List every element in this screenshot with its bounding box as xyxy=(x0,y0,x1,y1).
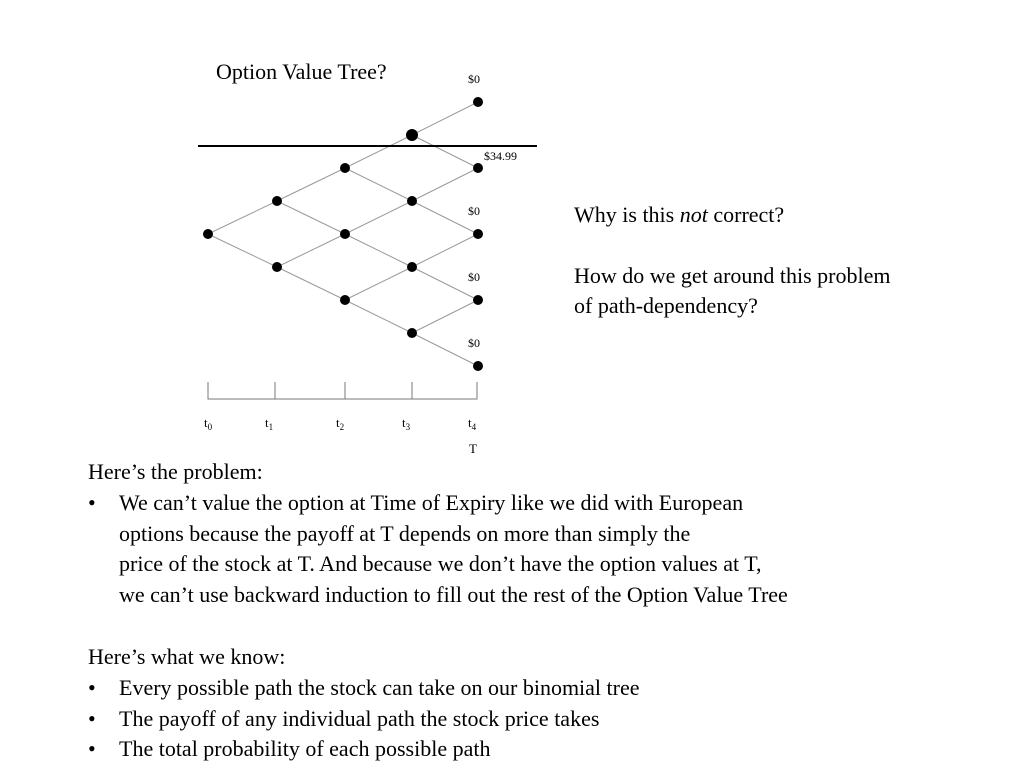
tree-edge-2-2-up xyxy=(345,135,412,168)
tree-edge-0-0-down xyxy=(208,234,277,267)
tree-node-t3-3 xyxy=(406,129,418,141)
time-label-t3: $t_3$ xyxy=(402,415,411,432)
bullet-marker: • xyxy=(88,489,96,515)
tree-node-t4-0 xyxy=(473,361,483,371)
known-item-paths: • Every possible path the stock can take on our binomial tree xyxy=(88,673,988,704)
tree-edge-1-0-up xyxy=(277,234,345,267)
tree-edge-3-1-up xyxy=(412,234,478,267)
tree-edge-3-0-up xyxy=(412,300,478,333)
time-label-t2: $t_2$ xyxy=(336,415,345,432)
known-list xyxy=(88,673,988,765)
known-item-probability: • The total probability of each possible path xyxy=(88,734,988,765)
question-path-dependency-line-1: How do we get around this problem xyxy=(574,263,891,288)
time-label-expiry: T xyxy=(469,441,477,456)
question-block xyxy=(574,200,891,321)
tree-edge-1-1-down xyxy=(277,201,345,234)
bullet-marker: • xyxy=(88,674,96,700)
tree-edge-1-1-up xyxy=(277,168,345,201)
problem-line-3: price of the stock at T. And because we don’t have the option values at T, xyxy=(119,551,762,577)
tree-node-t2-1 xyxy=(340,229,350,239)
tree-title: Option Value Tree? xyxy=(216,59,387,84)
bullet-marker: • xyxy=(88,705,96,731)
value-label-bottom: $0 xyxy=(468,336,480,350)
value-label-second: $34.99 xyxy=(484,149,517,163)
tree-node-t1-0 xyxy=(272,262,282,272)
tree-edge-1-0-down xyxy=(277,267,345,300)
tree-edge-2-1-down xyxy=(345,234,412,267)
problem-line-1: We can’t value the option at Time of Expiry like we did with European xyxy=(119,489,744,515)
question-path-dependency-line-2: of path-dependency? xyxy=(574,293,758,318)
known-item-payoff: • The payoff of any individual path the stock price takes xyxy=(88,704,988,735)
tree-node-t2-0 xyxy=(340,295,350,305)
tree-node-t3-0 xyxy=(407,328,417,338)
tree-edge-0-0-up xyxy=(208,201,277,234)
known-heading: Here’s what we know: xyxy=(88,643,286,669)
time-label-t0: $t_0$ xyxy=(204,415,213,432)
tree-node-t0-0 xyxy=(203,229,213,239)
problem-line-4: we can’t use backward induction to fill out the rest of the Option Value Tree xyxy=(119,582,788,608)
tree-node-t4-3 xyxy=(473,163,483,173)
tree-node-t3-1 xyxy=(407,262,417,272)
emphasis-not: not xyxy=(679,202,708,227)
time-label-t1: $t_1$ xyxy=(265,415,274,432)
explanation-block xyxy=(88,457,988,765)
tree-node-t4-1 xyxy=(473,295,483,305)
tree-node-t3-2 xyxy=(407,196,417,206)
value-label-top: $0 xyxy=(468,72,480,86)
tree-node-t1-1 xyxy=(272,196,282,206)
problem-line-2: options because the payoff at T depends on more than simply the xyxy=(119,520,691,546)
time-axis-line xyxy=(208,382,477,399)
time-label-t4: $t_4$ xyxy=(468,415,477,432)
tree-node-t4-2 xyxy=(473,229,483,239)
tree-edge-2-1-up xyxy=(345,201,412,234)
tree-edge-2-2-down xyxy=(345,168,412,201)
question-why-not-correct: Why is this not correct? xyxy=(574,202,785,227)
tree-nodes xyxy=(203,97,483,371)
time-axis xyxy=(208,382,477,399)
problem-bullet xyxy=(88,488,988,611)
tree-edge-3-3-up xyxy=(412,102,478,135)
tree-edge-3-2-up xyxy=(412,168,478,201)
problem-list xyxy=(88,488,988,611)
tree-edge-2-0-up xyxy=(345,267,412,300)
problem-heading: Here’s the problem: xyxy=(88,459,263,484)
value-label-fourth: $0 xyxy=(468,270,480,284)
tree-node-t4-4 xyxy=(473,97,483,107)
tree-node-t2-2 xyxy=(340,163,350,173)
value-label-middle: $0 xyxy=(468,204,480,218)
bullet-marker: • xyxy=(88,736,96,762)
tree-edge-2-0-down xyxy=(345,300,412,333)
tree-edge-3-3-down xyxy=(412,135,478,168)
